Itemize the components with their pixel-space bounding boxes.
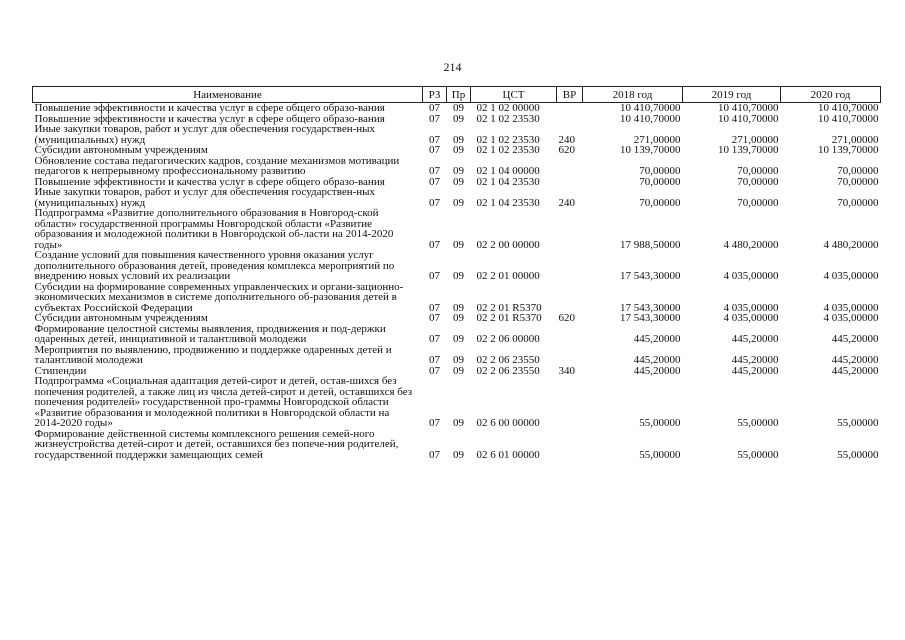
row-2018: 445,20000 [633,354,681,366]
budget-table [32,86,881,460]
row-pr: 09 [453,165,464,177]
row-cst: 02 2 06 00000 [476,333,540,345]
table-body [33,103,881,461]
row-2018: 55,00000 [639,417,681,429]
row-cst: 02 2 01 00000 [476,270,540,282]
row-2019: 55,00000 [737,448,779,461]
table-row [33,250,881,282]
row-vr: 240 [558,196,575,209]
header-cst: ЦСТ [471,87,557,103]
row-pr: 09 [453,133,464,146]
table-row [33,313,881,324]
row-cst: 02 6 00 00000 [476,417,540,429]
row-rz: 07 [429,165,440,177]
row-name: Повышение эффективности и качества услуг в сфере общего образо-вания [34,102,385,114]
row-cst: 02 2 00 00000 [476,238,540,251]
row-2020: 10 410,70000 [818,112,879,125]
row-name: Субсидии автономным учреждениям [34,144,208,156]
row-name: Повышение эффективности и качества услуг в сфере общего образо-вания [34,175,385,188]
row-rz: 07 [429,333,440,345]
row-2019: 4 035,00000 [723,301,779,314]
row-cst: 02 2 01 R5370 [476,301,542,314]
header-rz: РЗ [423,87,447,103]
row-2019: 10 139,70000 [718,144,779,156]
row-2019: 4 035,00000 [723,270,779,282]
row-2019: 445,20000 [731,333,779,345]
row-2020: 445,20000 [831,354,879,366]
row-2019: 4 480,20000 [723,238,779,251]
row-2019: 10 410,70000 [718,102,779,114]
row-cst: 02 1 04 00000 [476,165,540,177]
row-2020: 70,00000 [837,196,879,209]
row-2019: 70,00000 [737,165,779,177]
row-cst: 02 1 04 23530 [476,196,540,209]
row-2019: 271,00000 [731,133,779,146]
row-cst: 02 1 02 23530 [476,133,540,146]
row-cst: 02 1 02 23530 [476,144,540,156]
row-rz: 07 [429,301,440,314]
row-2019: 4 035,00000 [723,312,779,324]
row-2018: 10 410,70000 [620,102,681,114]
row-vr: 620 [558,312,575,324]
table-row [33,429,881,461]
row-2018: 445,20000 [633,364,681,377]
row-vr [557,324,583,345]
row-cst: 02 2 06 23550 [476,364,540,377]
row-name: Иные закупки товаров, работ и услуг для обеспечения государствен-ных (муниципальных) нужд [34,123,376,146]
row-pr: 09 [453,448,464,461]
row-2018: 445,20000 [633,333,681,345]
row-cst: 02 1 02 23530 [476,112,540,125]
table-row [33,282,881,314]
row-name: Подпрограмма «Развитие дополнительного образования в Новгород-ской области» государственной программы Новгородской области «Развитие образования и молодежной политики в Новгородской об-ласти на 2014-2020 годы» [34,207,394,251]
row-rz: 07 [429,175,440,188]
row-pr: 09 [453,196,464,209]
row-rz: 07 [429,196,440,209]
row-pr: 09 [453,144,464,156]
table-row [33,124,881,145]
row-2018: 10 410,70000 [620,112,681,125]
row-2018: 70,00000 [639,196,681,209]
row-vr: 620 [558,144,575,156]
row-pr: 09 [453,333,464,345]
table-row [33,103,881,114]
table-row [33,145,881,156]
header-vr: ВР [557,87,583,103]
row-cst: 02 1 04 23530 [476,175,540,188]
header-name: Наименование [33,87,423,103]
row-2020: 4 035,00000 [823,312,879,324]
row-name: Субсидии автономным учреждениям [34,312,208,324]
row-vr [557,376,583,429]
row-2020: 10 139,70000 [818,144,879,156]
header-2019: 2019 год [683,87,781,103]
row-cst: 02 2 01 R5370 [476,312,542,324]
row-2018: 70,00000 [639,175,681,188]
row-name: Формирование действенной системы комплексного решения семей-ного жизнеустройства детей-сирот и детей, оставшихся без попече-ния родителей, государственной поддержки замещающих семей [34,427,399,461]
row-2018: 271,00000 [633,133,681,146]
row-2019: 70,00000 [737,175,779,188]
row-2018: 17 988,50000 [620,238,681,251]
row-rz: 07 [429,448,440,461]
row-vr [557,156,583,177]
table-row [33,156,881,177]
row-2020: 70,00000 [837,165,879,177]
row-name: Создание условий для повышения качественного уровня оказания услуг дополнительного образования детей, проведения комплекса мероприятий по внедрению новых условий их реализации [34,249,395,282]
table-row [33,376,881,429]
page-number: 214 [443,60,462,74]
row-rz: 07 [429,133,440,146]
row-2020: 55,00000 [837,448,879,461]
row-pr: 09 [453,175,464,188]
row-2020: 445,20000 [831,364,879,377]
header-2018: 2018 год [583,87,683,103]
row-2018: 17 543,30000 [620,312,681,324]
row-2020: 10 410,70000 [818,102,879,114]
row-cst: 02 6 01 00000 [476,448,540,461]
row-name: Иные закупки товаров, работ и услуг для обеспечения государствен-ных (муниципальных) нужд [34,186,376,209]
row-2018: 17 543,30000 [620,270,681,282]
row-pr: 09 [453,354,464,366]
row-pr: 09 [453,270,464,282]
row-name: Повышение эффективности и качества услуг в сфере общего образо-вания [34,112,385,125]
row-vr [557,250,583,282]
row-rz: 07 [429,102,440,114]
row-vr [557,282,583,314]
row-pr: 09 [453,301,464,314]
row-rz: 07 [429,364,440,377]
table-row [33,187,881,208]
row-2019: 70,00000 [737,196,779,209]
row-vr [557,177,583,188]
row-2020: 70,00000 [837,175,879,188]
row-2018: 55,00000 [639,448,681,461]
table-row [33,208,881,250]
row-2019: 445,20000 [731,354,779,366]
row-2019: 55,00000 [737,417,779,429]
row-cst: 02 2 06 23550 [476,354,540,366]
row-vr [557,345,583,366]
row-name: Обновление состава педагогических кадров, создание механизмов мотивации педагогов к непрерывному профессиональному развитию [34,154,400,177]
row-pr: 09 [453,312,464,324]
row-vr [557,114,583,125]
row-rz: 07 [429,238,440,251]
row-name: Формирование целостной системы выявления, продвижения и под-держки одаренных детей, инициативной и талантливой молодежи [34,322,386,345]
row-2020: 445,20000 [831,333,879,345]
row-2020: 55,00000 [837,417,879,429]
table-header [33,87,881,103]
row-2020: 4 480,20000 [823,238,879,251]
row-2018: 17 543,30000 [620,301,681,314]
row-rz: 07 [429,354,440,366]
row-2020: 4 035,00000 [823,270,879,282]
row-name: Субсидии на формирование современных управленческих и органи-зационно-экономических механизмов в системе дополнительного об-разования детей в субъектах Российской Федерации [34,280,404,314]
row-rz: 07 [429,270,440,282]
row-pr: 09 [453,112,464,125]
row-2019: 10 410,70000 [718,112,779,125]
row-rz: 07 [429,417,440,429]
row-rz: 07 [429,144,440,156]
row-pr: 09 [453,364,464,377]
row-pr: 09 [453,238,464,251]
row-rz: 07 [429,112,440,125]
row-pr: 09 [453,417,464,429]
table-row [33,324,881,345]
row-2018: 70,00000 [639,165,681,177]
row-name: Подпрограмма «Социальная адаптация детей-сирот и детей, остав-шихся без попечения родителей, а также лиц из числа детей-сирот и детей, оставшихся без попечения родителей» государственной про-граммы Новгородской области «Развитие образования и молодежной политики в Новгородской области на 2014-2020 годы» [34,375,413,429]
row-rz: 07 [429,312,440,324]
row-2018: 10 139,70000 [620,144,681,156]
row-name: Мероприятия по выявлению, продвижению и поддержке одаренных детей и талантливой молодежи [34,343,392,366]
row-2020: 271,00000 [831,133,879,146]
row-vr [557,103,583,114]
header-pr: Пр [447,87,471,103]
row-2019: 445,20000 [731,364,779,377]
row-vr: 240 [558,133,575,146]
row-name: Стипендии [34,364,87,377]
row-pr: 09 [453,102,464,114]
header-2020: 2020 год [781,87,881,103]
row-vr [557,429,583,461]
row-cst: 02 1 02 00000 [476,102,540,114]
row-2020: 4 035,00000 [823,301,879,314]
table-row [33,345,881,366]
row-vr [557,208,583,250]
row-vr: 340 [558,364,575,377]
